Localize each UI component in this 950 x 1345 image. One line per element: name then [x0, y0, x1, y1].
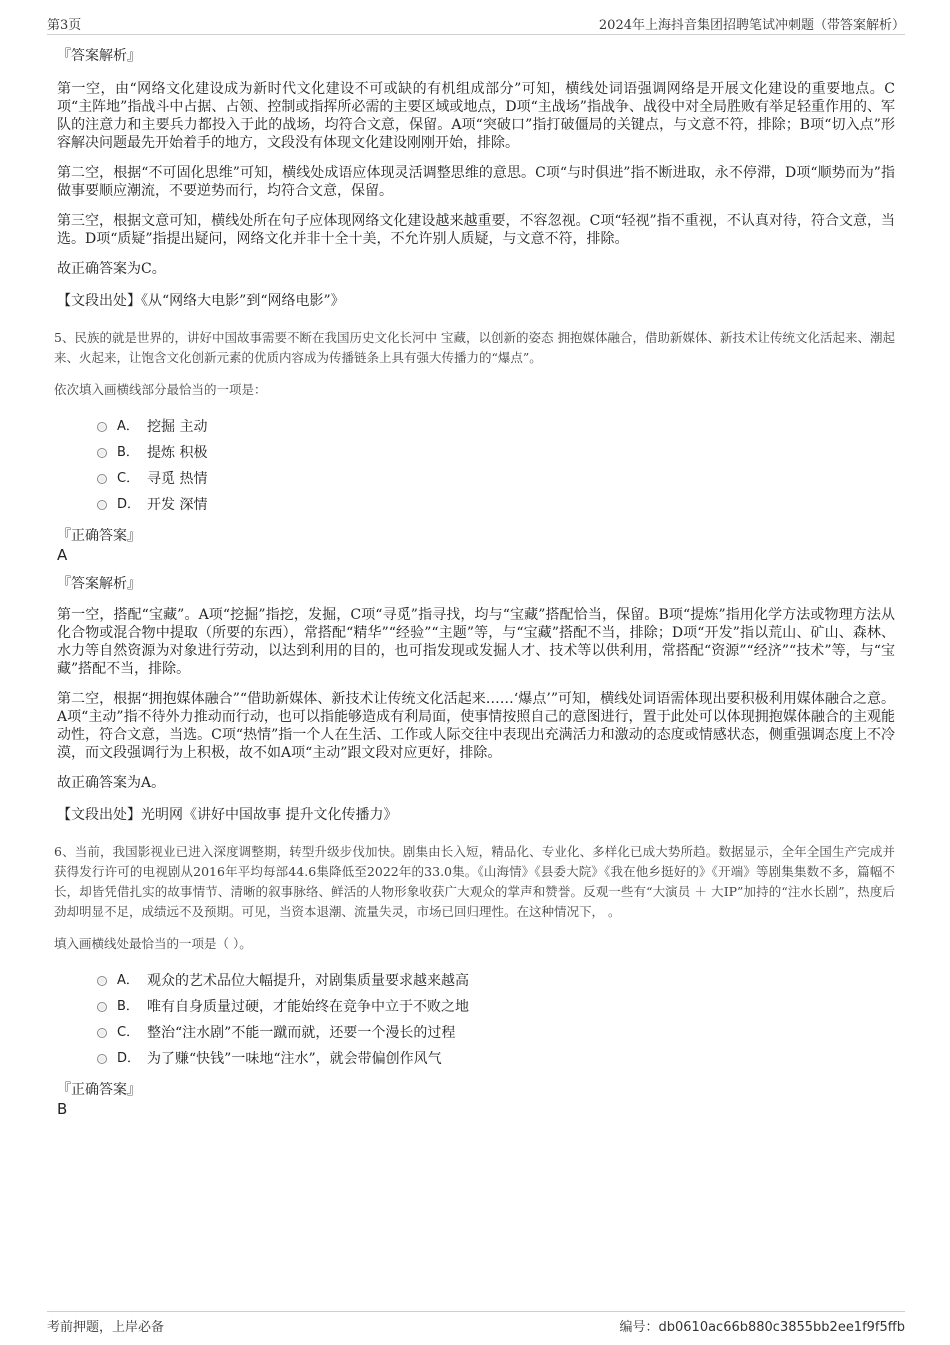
option-list-6 — [97, 968, 895, 1072]
analysis-paragraph: 第一空，搭配“宝藏”。A项“挖掘”指挖，发掘，C项“寻觅”指寻找，均与“宝藏”搭配恰当，保留。B项“提炼”指用化学方法或物理方法从化合物或混合物中提取（所要的东西），常搭配“精华”“经验”“主题”等，与“宝藏”搭配不当，排除；D项“开发”指以荒山、矿山、森林、水力等自然资源为对象进行劳动，以达到利用的目的，也可指发现或发掘人才、技术等以供利用，常搭配“资源”“经济”“技术”等，与“宝藏”搭配不当，排除。 — [57, 607, 895, 677]
passage-source: 【文段出处】光明网《讲好中国故事 提升文化传播力》 — [57, 807, 398, 823]
analysis-label: 『答案解析』 — [57, 576, 141, 592]
option-list-5 — [97, 414, 895, 518]
option-letter: A． — [117, 973, 139, 988]
option-b[interactable] — [97, 994, 895, 1020]
page-header — [47, 14, 905, 35]
correct-answer: B — [57, 1100, 68, 1118]
option-b[interactable] — [97, 440, 895, 466]
analysis-paragraph: 第二空，根据“拥抱媒体融合”“借助新媒体、新技术让传统文化活起来……‘爆点’”可知，横线处词语需体现出要积极利用媒体融合之意。A项“主动”指不待外力推动而行动，也可以指能够造成有利局面，使事情按照自己的意图进行，置于此处可以体现拥抱媒体融合的主观能动性，符合文意，当选。C项“热情”指一个人在生活、工作或人际交往中表现出充满活力和激动的态度或情感状态，侧重强调态度上不冷漠，而文段强调行为上积极，故不如A项“主动”跟文段对应更好，排除。 — [57, 691, 895, 761]
question-stem-5: 5、民族的就是世界的，讲好中国故事需要不断在我国历史文化长河中 宝藏，以创新的姿态 拥抱媒体融合，借助新媒体、新技术让传统文化活起来、潮起来、火起来，让饱含文化创新元素的优质内容成为传播链条上具有强大传播力的“爆点”。 — [54, 330, 895, 365]
option-text: 提炼 积极 — [147, 445, 208, 461]
option-text: 开发 深情 — [147, 497, 208, 513]
radio-icon[interactable] — [97, 422, 107, 432]
radio-icon[interactable] — [97, 1054, 107, 1064]
option-d[interactable] — [97, 1046, 895, 1072]
analysis-paragraph: 第一空，由“网络文化建设成为新时代文化建设不可或缺的有机组成部分”可知，横线处词语强调网络是开展文化建设的重要地点。C项“主阵地”指战斗中占据、占领、控制或指挥所必需的主要区域或地点，D项“主战场”指战争、战役中对全局胜败有举足轻重作用的、军队的注意力和主要兵力都投入于此的战场，均符合文意，保留。A项“突破口”指打破僵局的关键点，与文意不符，排除；B项“切入点”形容解决问题最先开始着手的地方，文段没有体现文化建设刚刚开始，排除。 — [57, 81, 895, 151]
option-letter: B． — [117, 999, 139, 1014]
option-letter: A． — [117, 419, 139, 434]
option-a[interactable] — [97, 968, 895, 994]
radio-icon[interactable] — [97, 1028, 107, 1038]
question-prompt-6: 填入画横线处最恰当的一项是（ ）。 — [54, 936, 252, 951]
page-content — [54, 40, 895, 1128]
option-c[interactable] — [97, 1020, 895, 1046]
option-text: 观众的艺术品位大幅提升，对剧集质量要求越来越高 — [147, 973, 469, 989]
page-number: 第3页 — [47, 18, 82, 33]
option-text: 为了赚“快钱”一味地“注水”，就会带偏创作风气 — [147, 1051, 442, 1067]
option-text: 寻觅 热情 — [147, 471, 208, 487]
analysis-paragraph: 第二空，根据“不可固化思维”可知，横线处成语应体现灵活调整思维的意思。C项“与时俱进”指不断进取，永不停滞，D项“顺势而为”指做事要顺应潮流，不要逆势而行，均符合文意，保留。 — [57, 165, 895, 199]
option-letter: D． — [117, 497, 141, 512]
correct-answer-label: 『正确答案』 — [57, 1082, 141, 1098]
question-stem-6: 6、当前，我国影视业已进入深度调整期，转型升级步伐加快。剧集由长入短，精品化、专业化、多样化已成大势所趋。数据显示，全年全国生产完成并获得发行许可的电视剧从2016年平均每部44.6集降低至2022年的33.0集。《山海情》《县委大院》《我在他乡挺好的》《开端》等剧集集数不多，篇幅不长，却皆凭借扎实的故事情节、清晰的叙事脉络、鲜活的人物形象收获广大观众的掌声和赞誉。反观一些有“大演员 ＋ 大IP”加持的“注水长剧”，热度后劲却明显不足，成绩远不及预期。可见，当资本退潮、流量失灵，市场已回归理性。在这种情况下， 。 — [54, 844, 895, 919]
document-id: 编号：db0610ac66b880c3855bb2ee1f9f5ffb — [619, 1320, 905, 1335]
page-footer — [47, 1311, 905, 1336]
correct-answer-label: 『正确答案』 — [57, 528, 141, 544]
footer-slogan: 考前押题，上岸必备 — [47, 1320, 165, 1335]
option-letter: C． — [117, 1025, 140, 1040]
document-title: 2024年上海抖音集团招聘笔试冲刺题（带答案解析） — [598, 18, 905, 33]
option-c[interactable] — [97, 466, 895, 492]
analysis-conclusion: 故正确答案为C。 — [57, 261, 166, 277]
option-letter: D． — [117, 1051, 141, 1066]
question-prompt-5: 依次填入画横线部分最恰当的一项是： — [54, 382, 267, 397]
radio-icon[interactable] — [97, 448, 107, 458]
option-letter: C． — [117, 471, 140, 486]
radio-icon[interactable] — [97, 976, 107, 986]
option-letter: B． — [117, 445, 139, 460]
passage-source: 【文段出处】《从“网络大电影”到“网络电影”》 — [57, 293, 345, 309]
analysis-paragraph: 第三空，根据文意可知，横线处所在句子应体现网络文化建设越来越重要，不容忽视。C项“轻视”指不重视，不认真对待，符合文意，当选。D项“质疑”指提出疑问，网络文化并非十全十美，不允许别人质疑，与文意不符，排除。 — [57, 213, 895, 247]
radio-icon[interactable] — [97, 474, 107, 484]
analysis-conclusion: 故正确答案为A。 — [57, 775, 166, 791]
option-text: 挖掘 主动 — [147, 419, 208, 435]
analysis-label: 『答案解析』 — [57, 48, 141, 64]
radio-icon[interactable] — [97, 500, 107, 510]
option-d[interactable] — [97, 492, 895, 518]
radio-icon[interactable] — [97, 1002, 107, 1012]
correct-answer: A — [57, 546, 68, 564]
option-text: 整治“注水剧”不能一蹴而就，还要一个漫长的过程 — [147, 1025, 456, 1041]
option-text: 唯有自身质量过硬，才能始终在竞争中立于不败之地 — [147, 999, 469, 1015]
option-a[interactable] — [97, 414, 895, 440]
